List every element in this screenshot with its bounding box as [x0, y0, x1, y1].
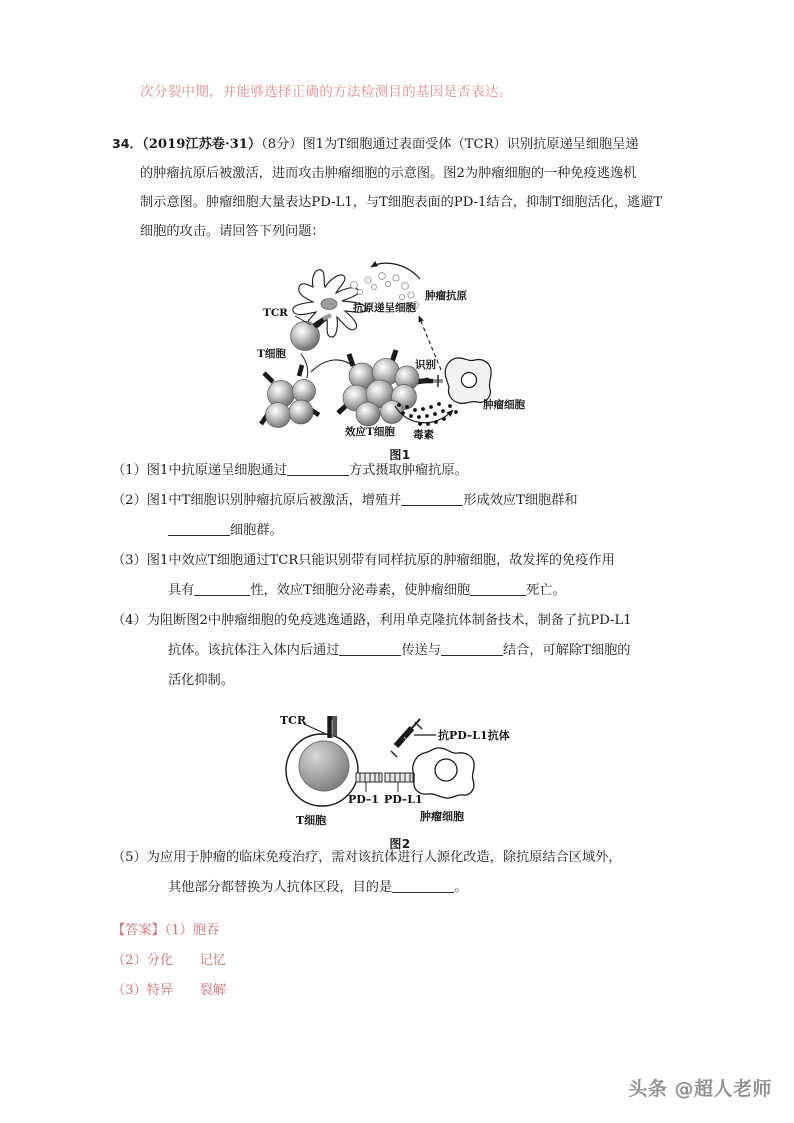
sub-question-4-line-2: [112, 636, 688, 666]
answer-blank-4-2[interactable]: [441, 642, 503, 656]
figure1-label-effector-t: 效应T细胞: [345, 425, 395, 438]
answer-line-3: （3）特异 裂解: [112, 982, 226, 998]
question-source: （2019江苏卷·31）: [142, 136, 262, 152]
figure2-label-antibody: 抗PD–L1抗体: [438, 728, 510, 742]
page-content: [112, 0, 688, 1006]
figure1-label-apc: 抗原递呈细胞: [353, 301, 416, 314]
figure1-label-tumor-antigen: 肿瘤抗原: [425, 289, 467, 302]
sub-question-1-text-a: 图1中抗原递呈细胞通过: [146, 462, 288, 478]
sub-question-3-text-c: 性，效应T细胞分泌毒素，使肿瘤细胞: [250, 582, 471, 598]
pd1-receptor: [356, 773, 382, 782]
answer-blank-3-2[interactable]: [470, 582, 526, 596]
answer-blank-4-1[interactable]: [339, 642, 401, 656]
sub-question-5-line-2: [112, 873, 688, 903]
question-number: 34．: [112, 135, 143, 151]
tumor-cell-shape: [445, 357, 491, 403]
sub-questions-group-b: [112, 843, 688, 903]
sub-question-5-text-a: 为应用于肿瘤的临床免疫治疗，需对该抗体进行人源化改造，除抗原结合区域外，: [146, 849, 622, 865]
figure1-label-tcr: TCR: [263, 306, 288, 319]
question-stem-line-4: 细胞的攻击。请回答下列问题：: [140, 223, 325, 239]
answer-line-1: [112, 916, 688, 946]
figure1-label-recognize: 识别: [415, 358, 436, 371]
carry-over-text: 次分裂中期，并能够选择正确的方法检测目的基因是否表达。: [140, 84, 513, 100]
sub-question-5-text-b: 其他部分都替换为人抗体区段，目的是: [168, 879, 393, 895]
sub-question-2-text-b: 形成效应T细胞群和: [463, 492, 578, 508]
figure-1-caption: 图1: [389, 447, 411, 462]
sub-question-4-text-c: 传送与: [401, 642, 441, 658]
sub-question-3-label: （3）: [112, 552, 147, 568]
pdl1-receptor: [385, 773, 413, 782]
sub-question-2-line-2: [112, 516, 688, 546]
figure-2-illustration: [260, 708, 540, 833]
sub-question-2: [112, 486, 688, 516]
tcr-receptor: [330, 716, 335, 738]
sub-question-3-text-a: 图1中效应T细胞通过TCR只能识别带有同样抗原的肿瘤细胞，故发挥的免疫作用: [146, 552, 615, 568]
figure2-label-t-cell: T细胞: [296, 813, 327, 827]
sub-question-4-text-b: 抗体。该抗体注入体内后通过: [168, 642, 340, 658]
sub-question-2-text-c: 细胞群。: [230, 522, 283, 538]
figure2-label-pdl1: PD–L1: [384, 792, 423, 806]
sub-question-1-text-b: 方式摄取肿瘤抗原。: [349, 462, 468, 478]
figure1-label-toxin: 毒素: [413, 428, 434, 441]
sub-question-1-label: （1）: [112, 462, 147, 478]
figure2-label-tcr: TCR: [280, 713, 307, 727]
answer-blank-2-2[interactable]: [168, 522, 230, 536]
antibody-syringe-icon: [391, 719, 422, 757]
answer-header: 【答案】: [112, 922, 165, 938]
apc-nucleus: [321, 298, 337, 309]
answer-line-2: （2）分化 记忆: [112, 952, 226, 968]
question-stem-line-1: [112, 129, 688, 159]
sub-question-2-label: （2）: [112, 492, 147, 508]
sub-question-2-text-a: 图1中T细胞识别肿瘤抗原后被激活，增殖并: [146, 492, 402, 508]
answer-blank-3-1[interactable]: [194, 582, 250, 596]
figure-1-illustration: [235, 254, 565, 444]
tcr-leader-line-2: [304, 724, 326, 734]
figure-2: [112, 708, 688, 851]
sub-question-4-text-e: 活化抑制。: [168, 672, 234, 688]
sub-questions-group-a: [112, 456, 688, 696]
sub-question-4-text-d: 结合，可解除T细胞的: [503, 642, 631, 658]
figure-2-caption: 图2: [389, 836, 411, 851]
sub-question-3: [112, 546, 688, 576]
question-34-stem: [112, 129, 688, 246]
answer-section: [112, 916, 688, 1006]
answer-item-1: （1）胞吞: [164, 922, 220, 938]
question-stem-line-3: 制示意图。肿瘤细胞大量表达PD-L1，与T细胞表面的PD-1结合，抑制T细胞活化，逃避T: [140, 194, 663, 210]
answer-blank-2-1[interactable]: [401, 492, 463, 506]
sub-question-4-text-a: 为阻断图2中肿瘤细胞的免疫逃逸通路，利用单克隆抗体制备技术，制备了抗PD-L1: [146, 612, 632, 628]
figure2-label-pd1: PD–1: [348, 792, 379, 806]
figure-1: [112, 254, 688, 462]
answer-blank-1-1[interactable]: [287, 462, 349, 476]
figure1-label-t-cell: T细胞: [257, 347, 286, 360]
t-cell-nucleus: [299, 741, 349, 791]
t-cell-cluster-small: [261, 365, 319, 428]
sub-question-4-line-3: [112, 666, 688, 696]
sub-question-3-text-b: 具有: [168, 582, 195, 598]
sub-question-4: [112, 606, 688, 636]
sub-question-5-text-c: 。: [454, 879, 468, 895]
answer-blank-5-1[interactable]: [392, 879, 454, 893]
sub-question-3-line-2: [112, 576, 688, 606]
tumor-cell-shape-2: [413, 747, 474, 797]
sub-question-5-label: （5）: [112, 849, 147, 865]
figure2-label-tumor-cell: 肿瘤细胞: [420, 809, 464, 823]
figure1-label-tumor-cell: 肿瘤细胞: [483, 398, 525, 411]
watermark: 头条 @超人老师: [628, 1078, 772, 1100]
question-stem-a: 图1为T细胞通过表面受体（TCR）识别抗原递呈细胞呈递: [302, 136, 639, 152]
proliferation-arrow: [311, 359, 353, 371]
sub-question-3-text-d: 死亡。: [526, 582, 566, 598]
tcr-recognition-bridge: [419, 375, 443, 387]
sub-question-4-label: （4）: [112, 612, 147, 628]
question-stem-line-2: 的肿瘤抗原后被激活，进而攻击肿瘤细胞的示意图。图2为肿瘤细胞的一种免疫逃逸机: [140, 165, 637, 181]
question-points: （8分）: [261, 136, 303, 152]
